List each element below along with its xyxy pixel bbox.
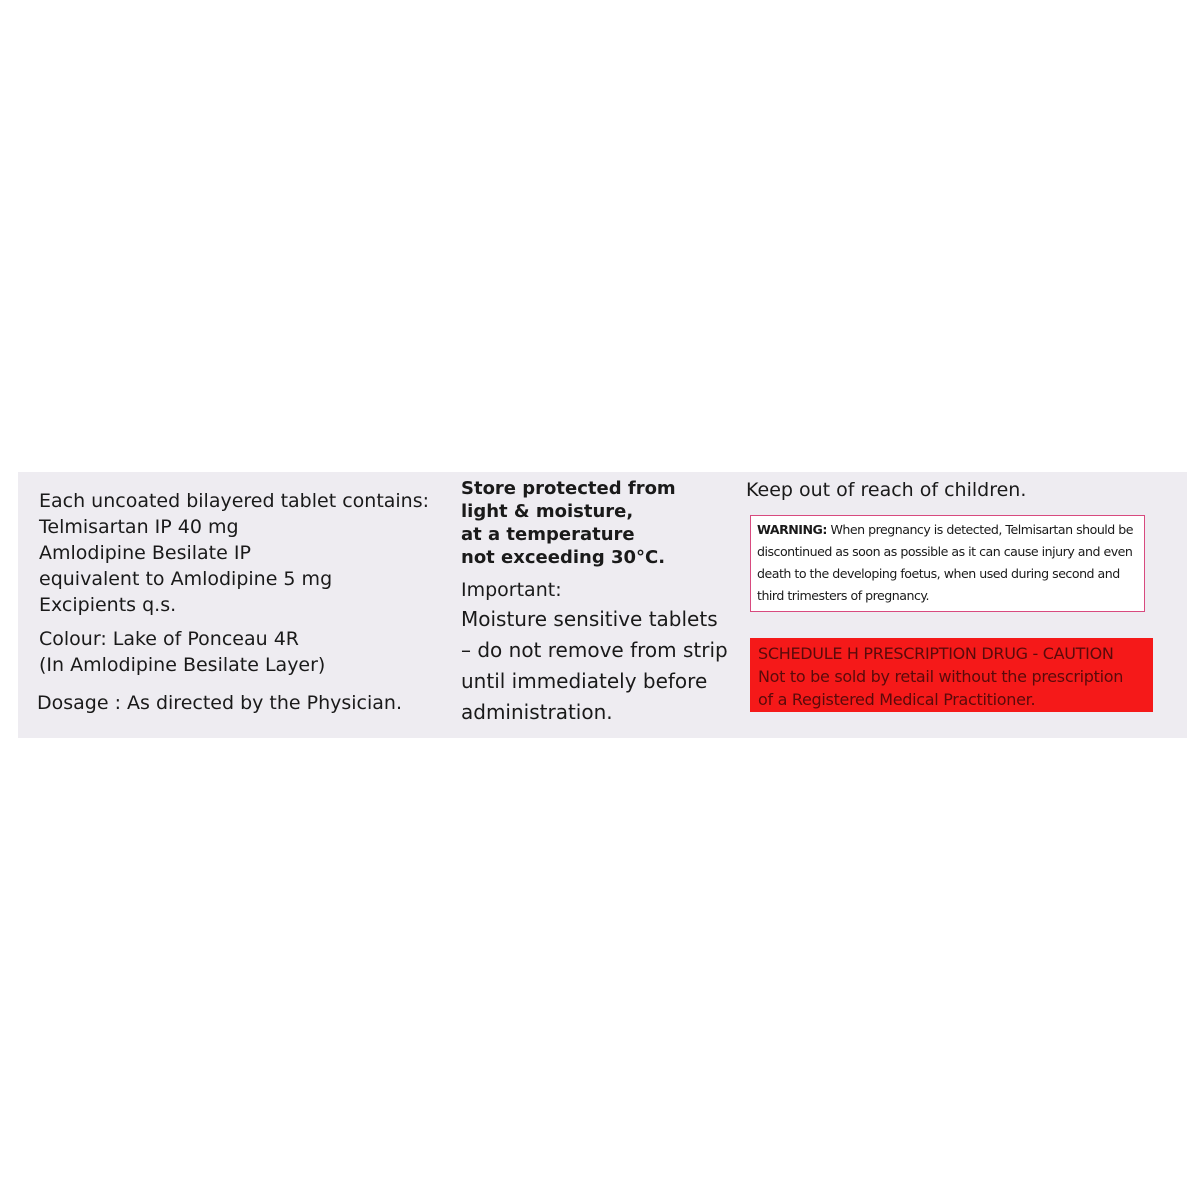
warning-text: When pregnancy is detected, Telmisartan should be discontinued as soon as possible as it can cause injury and even death to the developing foetus, when used during second and third trimesters of pregnancy. <box>757 522 1134 603</box>
composition-line: Telmisartan IP 40 mg <box>39 516 239 538</box>
storage-line: Store protected from <box>461 478 676 499</box>
moisture-line: administration. <box>461 700 613 724</box>
storage-line: light & moisture, <box>461 501 634 522</box>
storage-line: at a temperature <box>461 524 635 545</box>
schedule-line: SCHEDULE H PRESCRIPTION DRUG - CAUTION <box>758 644 1114 663</box>
keep-out-notice: Keep out of reach of children. <box>746 479 1027 501</box>
moisture-line: Moisture sensitive tablets <box>461 607 718 631</box>
schedule-line: Not to be sold by retail without the prescription <box>758 667 1124 686</box>
composition-line: equivalent to Amlodipine 5 mg <box>39 568 333 590</box>
moisture-line: – do not remove from strip <box>461 638 728 662</box>
dosage-text: Dosage : As directed by the Physician. <box>37 692 403 714</box>
medicine-label-strip <box>18 472 1187 738</box>
schedule-h-caution-box <box>750 638 1153 712</box>
schedule-line: of a Registered Medical Practitioner. <box>758 690 1036 709</box>
important-label: Important: <box>461 579 562 601</box>
composition-section <box>39 488 439 716</box>
colour-line: (In Amlodipine Besilate Layer) <box>39 654 326 676</box>
composition-line: Amlodipine Besilate IP <box>39 542 251 564</box>
pregnancy-warning-box <box>750 515 1145 612</box>
storage-section <box>461 477 741 728</box>
moisture-line: until immediately before <box>461 669 708 693</box>
colour-line: Colour: Lake of Ponceau 4R <box>39 628 299 650</box>
warning-title: WARNING: <box>757 522 827 537</box>
storage-line: not exceeding 30°C. <box>461 547 666 568</box>
spacer <box>39 618 439 626</box>
safety-section <box>746 477 1161 712</box>
composition-line: Each uncoated bilayered tablet contains: <box>39 490 430 512</box>
composition-line: Excipients q.s. <box>39 594 177 616</box>
